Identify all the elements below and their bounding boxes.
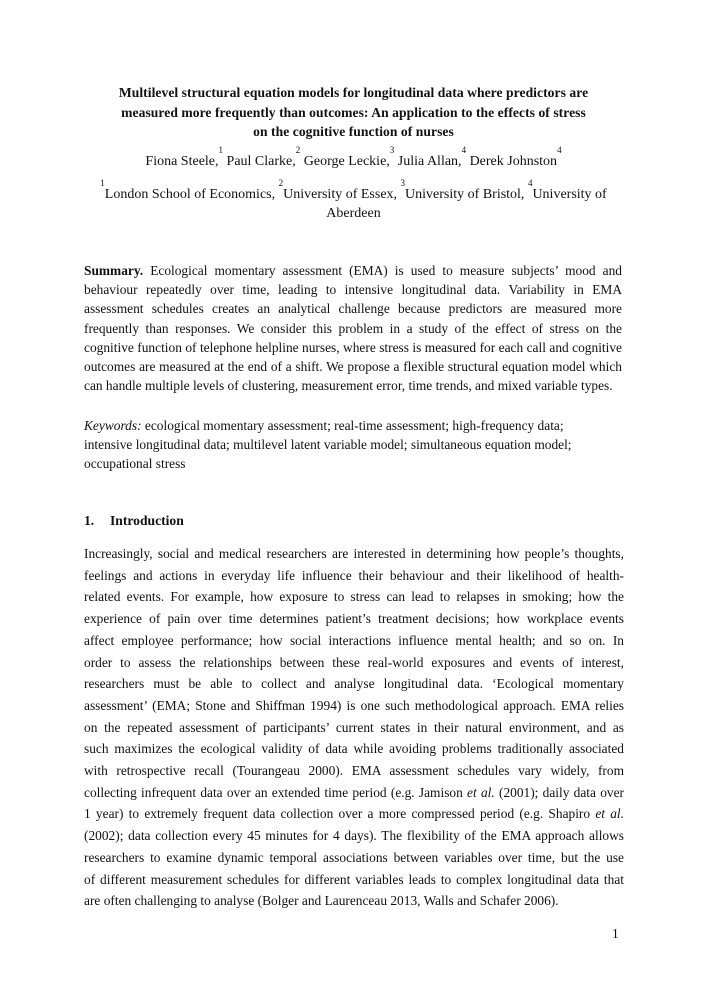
body-text: such maximizes the ecological validity of data while avoiding problems traditionally associated	[84, 741, 624, 757]
body-line	[84, 760, 624, 782]
body-line	[84, 782, 624, 804]
body-line	[84, 803, 624, 825]
body-text: related events. For example, how exposure to stress can lead to relapses in smoking; how the	[84, 589, 624, 605]
body-text: affect employee performance; how social interactions influence mental health; and so on. In	[84, 632, 624, 648]
keywords-label: Keywords:	[84, 418, 142, 433]
body-line	[84, 869, 624, 891]
page-number: 1	[612, 926, 619, 941]
body-line	[84, 825, 624, 847]
summary-abstract	[84, 261, 622, 395]
affiliation-name: University of Aberdeen	[326, 187, 607, 221]
italic-text: et al.	[595, 806, 624, 822]
author-name: Derek Johnston	[469, 154, 558, 169]
author-name: Paul Clarke,	[226, 154, 296, 169]
section-heading	[84, 511, 624, 531]
body-text: collecting infrequent data over an extended time period (e.g. Jamison	[84, 784, 468, 800]
body-line	[84, 738, 624, 760]
introduction-body	[84, 543, 624, 912]
affiliation-marker: 1	[218, 145, 224, 155]
body-text: Increasingly, social and medical researchers are interested in determining how people’s thoughts,	[84, 546, 624, 561]
paper-title	[75, 83, 632, 142]
section-title: Introduction	[110, 513, 184, 528]
author	[226, 145, 301, 169]
affiliation-name: University of Bristol,	[405, 187, 528, 202]
title-line: Multilevel structural equation models for longitudinal data where predictors are	[118, 85, 589, 100]
body-text: of different measurement schedules for different variables leads to complex longitudinal data that	[84, 871, 624, 887]
affiliation-name: University of Essex,	[283, 187, 401, 202]
body-text: feelings and actions in everyday life influence their behaviour and their likelihood of health-	[84, 567, 624, 583]
body-text: researchers to examine dynamic temporal associations between variables over time, but the use	[84, 849, 624, 865]
author-name: Julia Allan,	[397, 154, 462, 169]
section-number: 1.	[84, 513, 95, 528]
body-line	[84, 630, 624, 652]
body-text: researchers must be able to collect and analyse longitudinal data. ‘Ecological momentary	[84, 676, 624, 692]
keywords-text: ecological momentary assessment; real-time assessment; high-frequency data;	[144, 418, 564, 433]
title-line: measured more frequently than outcomes: An application to the effects of stress	[121, 104, 586, 120]
affiliation-marker: 3	[389, 145, 395, 155]
italic-text: et al.	[467, 784, 495, 800]
body-line	[84, 543, 624, 565]
affiliation-number: 4	[527, 178, 533, 188]
affiliation-marker: 2	[295, 145, 301, 155]
body-text: order to assess the relationships between these real-world exposures and events of interest,	[84, 654, 624, 670]
body-line	[84, 695, 624, 717]
body-text: are often challenging to analyse (Bolger and Laurenceau 2013, Walls and Schafer 2006).	[84, 893, 559, 909]
affiliation-number: 1	[100, 178, 105, 188]
keywords-line	[84, 416, 624, 435]
author	[469, 145, 562, 169]
affiliation-list	[75, 178, 632, 223]
keywords-line: occupational stress	[84, 456, 186, 472]
author-name: George Leckie,	[303, 154, 390, 169]
body-line	[84, 652, 624, 674]
summary-label: Summary.	[84, 263, 144, 278]
author	[145, 145, 224, 169]
body-text: assessment’ (EMA; Stone and Shiffman 1994) is one such methodological approach. EMA relies	[84, 697, 624, 713]
affiliation-marker: 4	[461, 145, 467, 155]
summary-text: Ecological momentary assessment (EMA) is used to measure subjects’ mood and behaviour repeatedly over time, leading to intensive longitudinal data. Variability in EMA assessment schedules creates an analytical challenge because predictors are measured more frequently than responses. We consider this problem in a study of the effect of stress on the cognitive function of telephone helpline nurses, where stress is measured for each call and cognitive outcomes are measured at the end of a shift. We propose a flexible structural equation model which can handle multiple levels of clustering, measurement error, time trends, and mixed variable types.	[84, 263, 622, 394]
affiliation-number: 2	[278, 178, 284, 188]
body-line	[84, 890, 624, 912]
affiliation-number: 3	[400, 178, 406, 188]
keywords	[84, 416, 624, 474]
body-line	[84, 717, 624, 739]
body-text: on the repeated assessment of participants’ current states in their natural environment, and as	[84, 719, 624, 735]
body-text: 1 year) to extremely frequent data collection over a more compressed period (e.g. Shapiro	[84, 806, 596, 822]
body-line	[84, 847, 624, 869]
keywords-line: intensive longitudinal data; multilevel latent variable model; simultaneous equation model;	[84, 437, 572, 453]
author	[397, 145, 467, 169]
author-list	[75, 145, 632, 172]
body-line	[84, 673, 624, 695]
body-text: (2002); data collection every 45 minutes for 4 days). The flexibility of the EMA approach allows	[84, 828, 624, 844]
body-line	[84, 608, 624, 630]
body-text: experience of pain over time determines patient’s treatment decisions; how workplace events	[84, 611, 624, 627]
author	[303, 145, 395, 169]
body-line	[84, 586, 624, 608]
title-line: on the cognitive function of nurses	[253, 124, 454, 139]
author-name: Fiona Steele,	[145, 154, 219, 169]
body-text: with retrospective recall (Tourangeau 2000). EMA assessment schedules vary widely, from	[84, 763, 624, 779]
affiliation-marker: 4	[557, 145, 562, 155]
affiliation-name: London School of Economics,	[104, 187, 279, 202]
body-text: (2001); daily data over	[494, 784, 625, 800]
body-line	[84, 565, 624, 587]
